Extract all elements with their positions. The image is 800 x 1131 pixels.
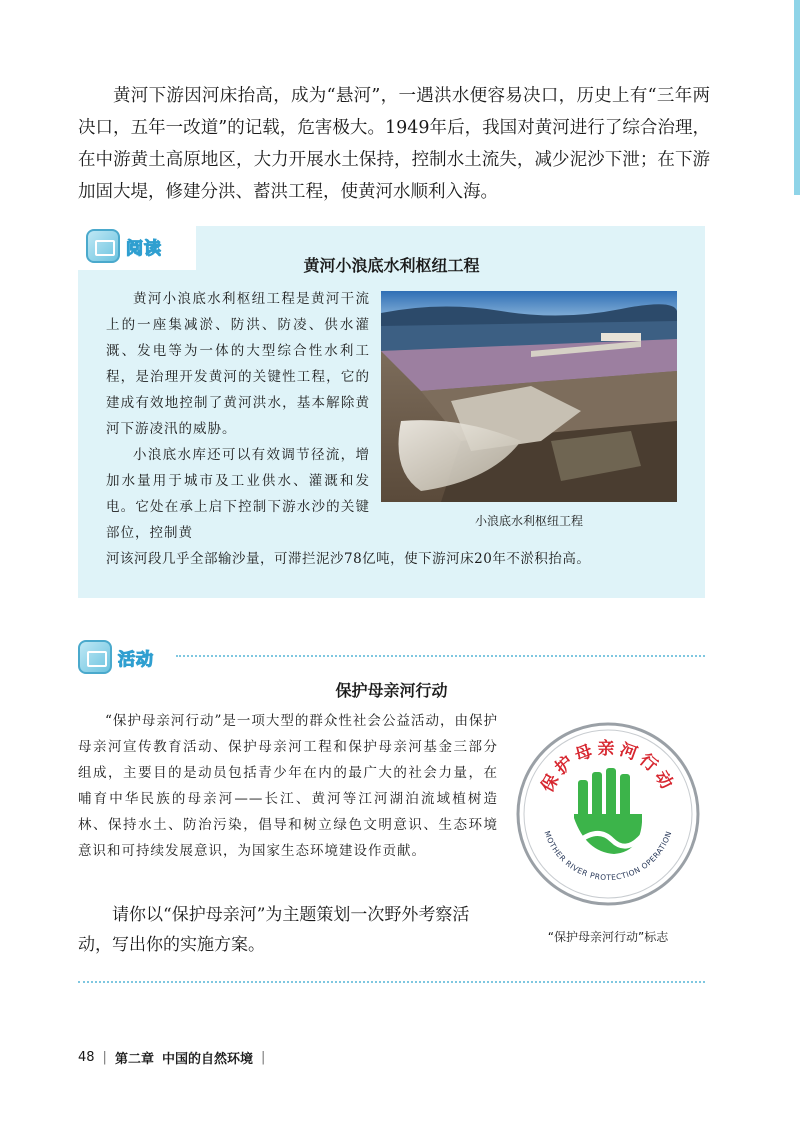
dam-photo-caption: 小浪底水利枢纽工程: [474, 514, 583, 528]
reading-paragraph-1: 黄河小浪底水利枢纽工程是黄河干流上的一座集减淤、防洪、防凌、供水灌溉、发电等为一体的大型综合性水利工程，是治理开发黄河的关键性工程，它的建成有效地控制了黄河洪水，基本解除黄河下游凌汛的威胁。: [106, 291, 370, 437]
footer-separator-right: |: [260, 1050, 266, 1065]
dam-photo: [381, 291, 677, 502]
activity-badge: [78, 640, 154, 674]
activity-paragraph: “保护母亲河行动”是一项大型的群众性社会公益活动，由保护母亲河宣传教育活动、保护母亲河工程和保护母亲河基金三部分组成，主要目的是动员包括青少年在内的最广大的社会力量，在哺育中华民族的母亲河——长江、黄河等江河湖泊流域植树造林、保持水土、防治污染，倡导和树立绿色文明意识、生态环境意识和可持续发展意识，为国家生态环境建设作贡献。: [78, 713, 498, 859]
reading-paragraph-2-tail: 河该河段几乎全部输沙量，可滞拦泥沙78亿吨，使下游河床20年不淤积抬高。: [106, 551, 591, 567]
logo-caption: “保护母亲河行动”标志: [547, 930, 669, 944]
mother-river-logo: [516, 722, 700, 906]
reading-badge-label: 阅读: [126, 238, 162, 259]
footer-separator-left: |: [102, 1050, 107, 1065]
intro-paragraph: 黄河下游因河床抬高，成为“悬河”，一遇洪水便容易决口，历史上有“三年两决口，五年一改道”的记载，危害极大。1949年后，我国对黄河进行了综合治理，在中游黄土高原地区，大力开展水土保持，控制水土流失，减少泥沙下泄；在下游加固大堤，修建分洪、蓄洪工程，使黄河水顺利入海。: [78, 86, 710, 202]
logo-chinese-text: 保护母亲河行动: [537, 739, 679, 796]
activity-top-divider: [176, 655, 705, 657]
page-number: 48: [78, 1050, 95, 1065]
logo-english-text: MOTHER RIVER PROTECTION OPERATION: [542, 829, 674, 883]
activity-badge-label: 活动: [118, 649, 154, 670]
page-edge-tab: [794, 0, 800, 195]
map-icon: [78, 640, 112, 674]
activity-bottom-divider: [78, 981, 705, 983]
page-footer: [78, 1048, 265, 1067]
reading-title: 黄河小浪底水利枢纽工程: [303, 256, 480, 275]
footer-chapter-title: 中国的自然环境: [161, 1052, 253, 1067]
mother-river-logo-graphic: [516, 722, 700, 906]
dam-photo-illustration: [381, 291, 677, 502]
reading-paragraph-2: 小浪底水库还可以有效调节径流，增加水量用于城市及工业供水、灌溉和发电。它处在承上启下控制下游水沙的关键部位，控制黄: [106, 447, 370, 541]
activity-title: 保护母亲河行动: [335, 681, 448, 700]
activity-task: 请你以“保护母亲河”为主题策划一次野外考察活动，写出你的实施方案。: [78, 905, 470, 955]
footer-chapter: 第二章: [114, 1052, 154, 1067]
